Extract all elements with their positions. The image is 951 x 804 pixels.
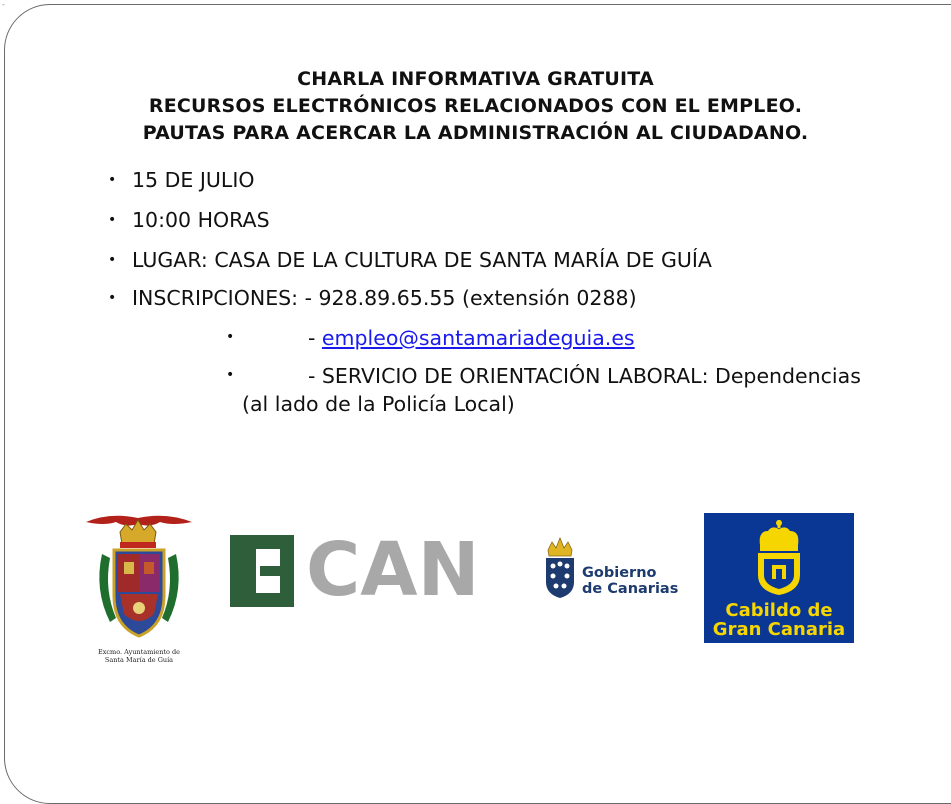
service-line-1: - SERVICIO DE ORIENTACIÓN LABORAL: Dependencias — [308, 364, 861, 388]
ecan-logo — [230, 527, 510, 613]
bullet-icon: • — [108, 252, 117, 268]
bullet-icon: • — [226, 367, 235, 383]
bullet-icon: • — [108, 212, 117, 228]
ayuntamiento-logo — [80, 510, 198, 670]
title-line-1: CHARLA INFORMATIVA GRATUITA — [297, 68, 654, 90]
gobierno-canarias-logo — [544, 536, 684, 606]
bullet-icon: • — [108, 172, 117, 188]
date-text: 15 DE JULIO — [132, 168, 255, 192]
list-item — [108, 248, 712, 272]
page-title — [0, 66, 951, 147]
gobierno-line-2: de Canarias — [582, 581, 679, 597]
service-line-2: (al lado de la Policía Local) — [242, 392, 515, 416]
cabildo-line-2: Gran Canaria — [712, 619, 846, 640]
ayuntamiento-caption-1: Excmo. Ayuntamiento de — [98, 648, 180, 656]
bullet-icon: • — [108, 290, 117, 306]
email-prefix: - — [308, 326, 322, 350]
cabildo-crest-icon — [752, 519, 806, 597]
gobierno-canarias-crest-icon — [544, 536, 576, 600]
cabildo-logo — [704, 513, 854, 643]
place-text: LUGAR: CASA DE LA CULTURA DE SANTA MARÍA DE GUÍA — [132, 248, 712, 272]
gobierno-line-1: Gobierno — [582, 565, 657, 581]
title-line-2: RECURSOS ELECTRÓNICOS RELACIONADOS CON EL EMPLEO. — [148, 95, 803, 117]
list-item — [108, 168, 255, 192]
list-item — [108, 208, 270, 232]
corner-mark: - — [2, 0, 5, 9]
ayuntamiento-caption-2: Santa María de Guía — [104, 656, 174, 664]
title-line-3: PAUTAS PARA ACERCAR LA ADMINISTRACIÓN AL CIUDADANO. — [142, 122, 809, 144]
time-text: 10:00 HORAS — [132, 208, 270, 232]
list-item — [108, 286, 637, 310]
cabildo-line-1: Cabildo de — [725, 600, 833, 621]
bullet-icon: • — [226, 329, 235, 345]
email-link[interactable]: empleo@santamariadeguia.es — [321, 326, 635, 350]
registration-text: INSCRIPCIONES: - 928.89.65.55 (extensión 0288) — [132, 286, 637, 310]
ecan-text: CAN — [306, 527, 480, 613]
email-line — [308, 326, 635, 350]
coat-of-arms-ayuntamiento-icon — [80, 510, 198, 644]
ecan-logo-icon — [230, 535, 296, 607]
